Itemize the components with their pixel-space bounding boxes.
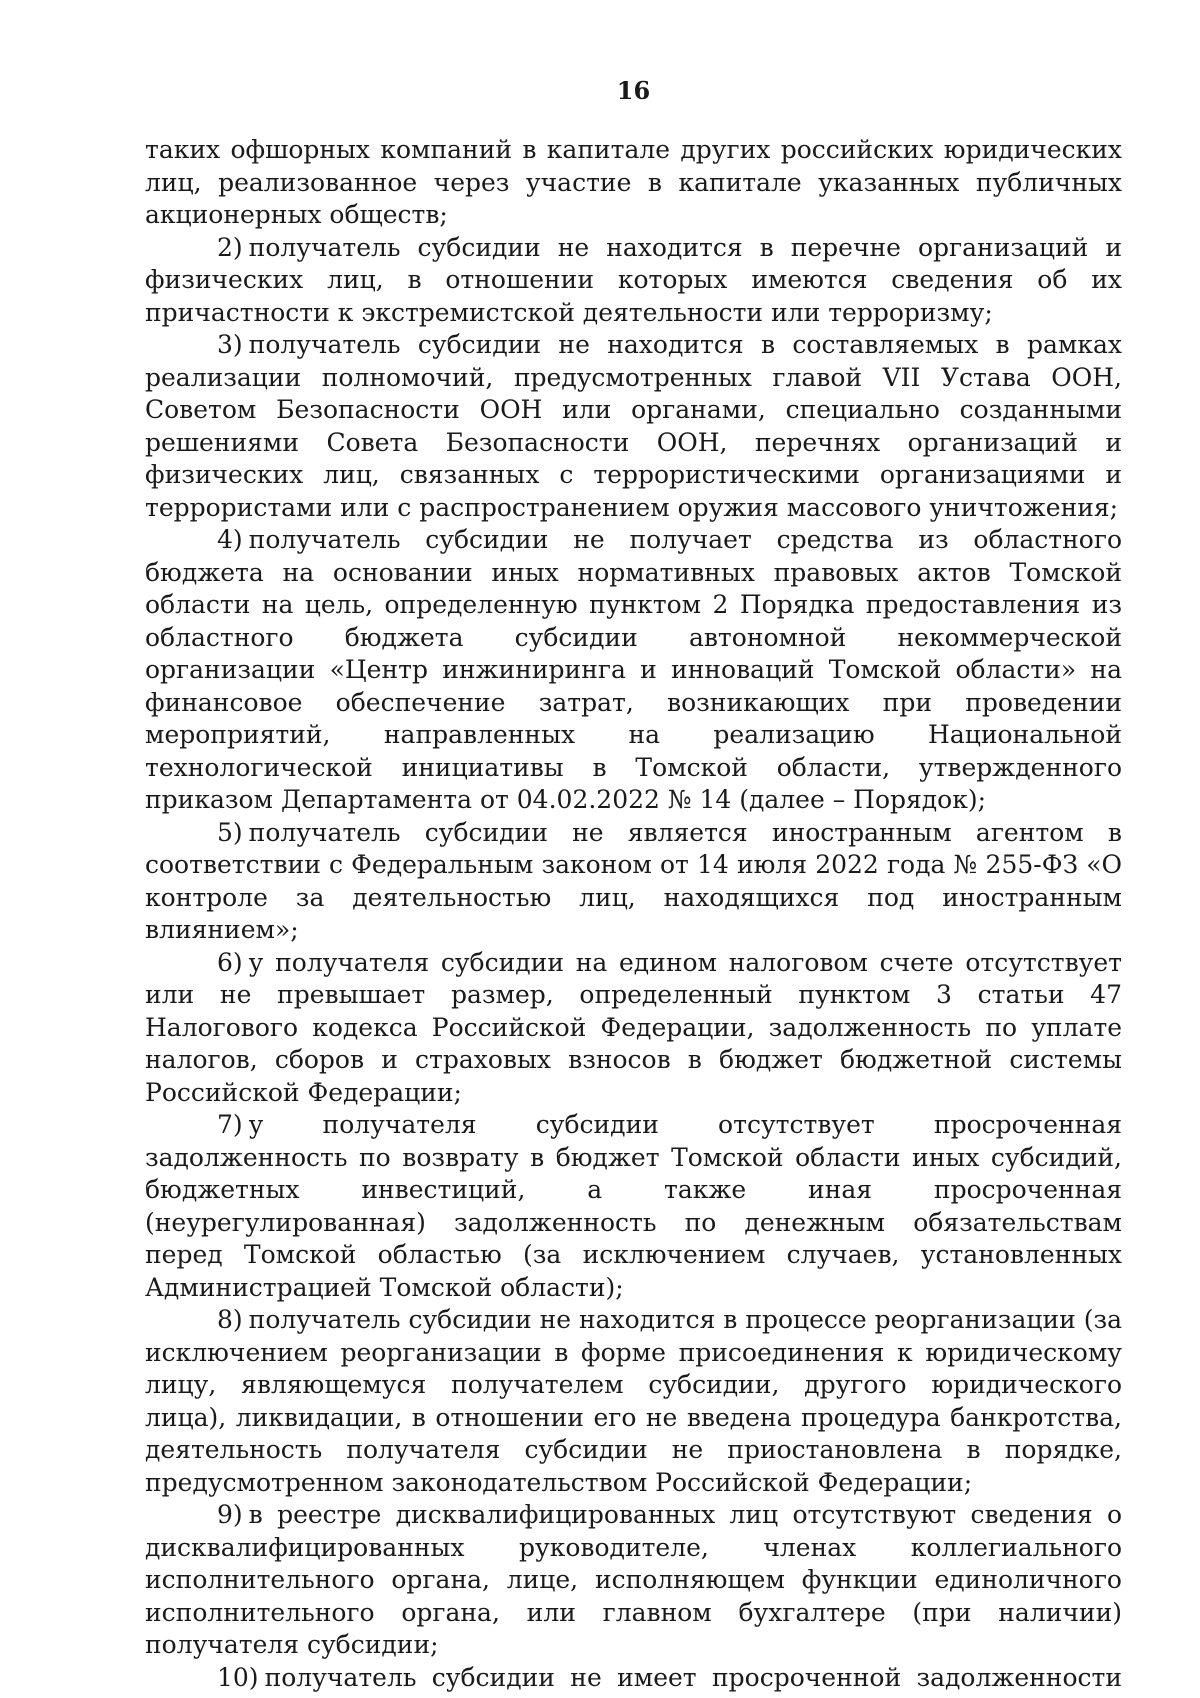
list-item-3 — [145, 329, 1122, 524]
item-text: получатель субсидии не находится в перечне организаций и физических лиц, в отношении которых имеются сведения об их причастности к экстремистской деятельности или терроризму; — [145, 232, 1122, 327]
item-text: получатель субсидии не находится в составляемых в рамках реализации полномочий, предусмотренных главой VII Устава ООН, Советом Безопасности ООН или органами, специально созданными решениями Совета Безопасности ООН, перечнях организаций и физических лиц, связанных с террористическими организациями и террористами или с распространением оружия массового уничтожения; — [145, 330, 1122, 522]
item-number: 8) — [217, 1305, 243, 1334]
item-number: 9) — [217, 1500, 243, 1529]
item-number: 6) — [217, 947, 243, 977]
item-number: 5) — [217, 817, 243, 847]
list-item-6 — [145, 947, 1122, 1110]
item-text: у получателя субсидии отсутствует просроченная задолженность по возврату в бюджет Томской области иных субсидий, бюджетных инвестиций, а также иная просроченная (неурегулированная) задолженность по денежным обязательствам перед Томской областью (за исключением случаев, установленных Администрацией Томской области); — [145, 1110, 1122, 1302]
paragraph-text: таких офшорных компаний в капитале других российских юридических лиц, реализованное через участие в капитале указанных публичных акционерных обществ; — [145, 135, 1122, 229]
list-item-9 — [145, 1499, 1122, 1662]
item-text: в реестре дисквалифицированных лиц отсутствуют сведения о дисквалифицированных руководителе, членах коллегиального исполнительного органа, лице, исполняющем функции единоличного исполнительного органа, или главном бухгалтере (при наличии) получателя субсидии; — [145, 1500, 1122, 1659]
list-item-10 — [145, 1662, 1122, 1695]
item-text: получатель субсидии не имеет просроченной задолженности — [264, 1662, 1122, 1692]
page-number: 16 — [616, 76, 651, 105]
list-item-5 — [145, 817, 1122, 947]
paragraph-continuation — [145, 134, 1122, 232]
item-number: 10) — [217, 1662, 259, 1692]
item-number: 4) — [217, 525, 243, 554]
item-text: у получателя субсидии на едином налоговом счете отсутствует или не превышает размер, определенный пунктом 3 статьи 47 Налогового кодекса Российской Федерации, задолженность по уплате налогов, сборов и страховых взносов в бюджет бюджетной системы Российской Федерации; — [145, 947, 1122, 1107]
list-item-2 — [145, 232, 1122, 330]
list-item-4 — [145, 524, 1122, 817]
item-number: 7) — [217, 1110, 243, 1139]
list-item-8 — [145, 1304, 1122, 1499]
document-page — [145, 72, 1122, 1694]
item-number: 3) — [217, 330, 243, 359]
list-item-7 — [145, 1109, 1122, 1304]
item-text: получатель субсидии не получает средства из областного бюджета на основании иных нормативных правовых актов Томской области на цель, определенную пунктом 2 Порядка предоставления из областного бюджета субсидии автономной некоммерческой организации «Центр инжиниринга и инноваций Томской области» на финансовое обеспечение затрат, возникающих при проведении мероприятий, направленных на реализацию Национальной технологической инициативы в Томской области, утвержденного приказом Департамента от 04.02.2022 № 14 (далее – Порядок); — [145, 525, 1122, 814]
item-text: получатель субсидии не является иностранным агентом в соответствии с Федеральным законом от 14 июля 2022 года № 255-ФЗ «О контроле за деятельностью лиц, находящихся под иностранным влиянием»; — [145, 817, 1122, 944]
item-text: получатель субсидии не находится в процессе реорганизации (за исключением реорганизации в форме присоединения к юридическому лицу, являющемуся получателем субсидии, другого юридического лица), ликвидации, в отношении его не введена процедура банкротства, деятельность получателя субсидии не приостановлена в порядке, предусмотренном законодательством Российской Федерации; — [145, 1305, 1123, 1497]
item-number: 2) — [217, 232, 243, 262]
